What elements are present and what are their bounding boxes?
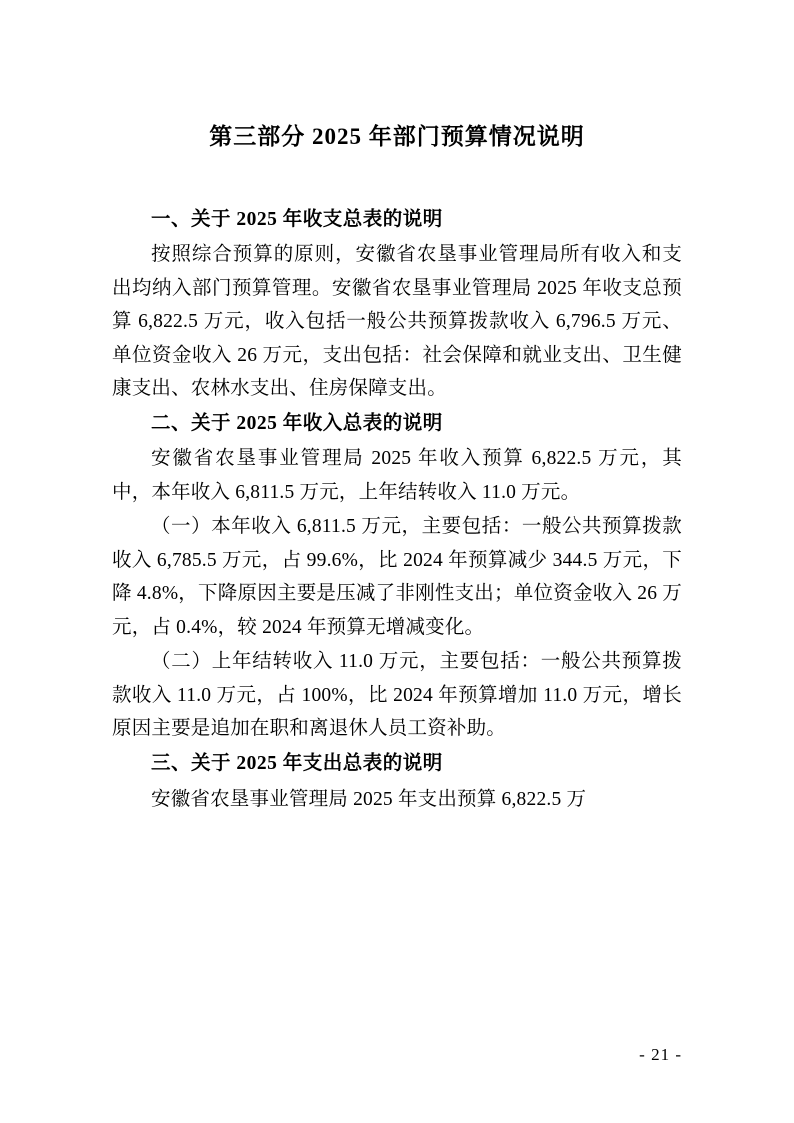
section-3 bbox=[112, 747, 682, 816]
section-2-heading: 二、关于 2025 年收入总表的说明 bbox=[151, 412, 443, 434]
page-number: - 21 - bbox=[639, 1045, 682, 1064]
section-1-paragraph-1: 按照综合预算的原则，安徽省农垦事业管理局所有收入和支出均纳入部门预算管理。安徽省农垦事业管理局 2025 年收支总预算 6,822.5 万元，收入包括一般公共预算拨款收入 6,796.5 万元、单位资金收入 26 万元，支出包括：社会保障和就业支出、卫生健康支出、农林水支出、住房保障支出。 bbox=[112, 244, 682, 400]
section-1 bbox=[112, 203, 682, 406]
section-2-paragraph-2: （一）本年收入 6,811.5 万元，主要包括：一般公共预算拨款收入 6,785.5 万元，占 99.6%，比 2024 年预算减少 344.5 万元，下降 4.8%，下降原因主要是压减了非刚性支出；单位资金收入 26 万元，占 0.4%，较 2024 年预算无增减变化。 bbox=[112, 516, 682, 638]
section-3-paragraph-1: 安徽省农垦事业管理局 2025 年支出预算 6,822.5 万 bbox=[151, 788, 587, 810]
section-1-heading: 一、关于 2025 年收支总表的说明 bbox=[151, 208, 443, 230]
section-2 bbox=[112, 407, 682, 746]
section-2-paragraph-1: 安徽省农垦事业管理局 2025 年收入预算 6,822.5 万元，其中，本年收入 6,811.5 万元，上年结转收入 11.0 万元。 bbox=[112, 448, 682, 503]
section-2-paragraph-3: （二）上年结转收入 11.0 万元，主要包括：一般公共预算拨款收入 11.0 万元，占 100%，比 2024 年预算增加 11.0 万元，增长原因主要是追加在职和离退休人员工资补助。 bbox=[112, 651, 682, 740]
page-title: 第三部分 2025 年部门预算情况说明 bbox=[209, 124, 585, 149]
section-3-heading: 三、关于 2025 年支出总表的说明 bbox=[151, 753, 443, 774]
